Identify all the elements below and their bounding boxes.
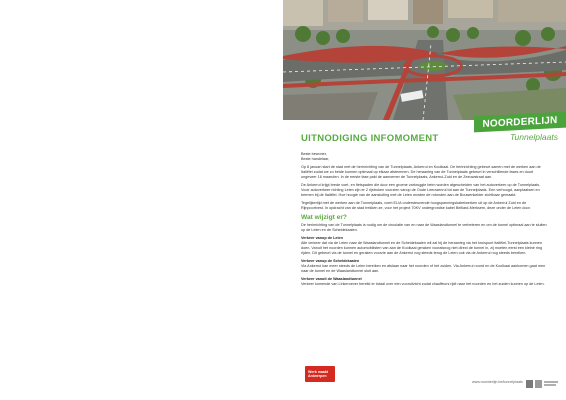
- paragraph-scheldekaaien: Via Ankerrui kan meer steeds de Leien bereiken en afslaan naar het noorden of het zuiden. Via Ankerrui noord en de Koolkaai aankomen gaat men naar de tunnel en de Waaslandtunnel sluit aan.: [301, 264, 546, 274]
- aerial-rendering-image: [283, 0, 566, 120]
- intro-paragraph: Tegelijkertijd met de werken aan de Tunnelplaats, voert ELIA ondersteunende hoogspanningskabelwerken uit op de Ankerrui Zuid en de Rijnpoortvest. In opdracht van de stad trekken ze, voor het project 70KV ondergrondse kabel Belliard-Merksem, deze onder de Leien door.: [301, 200, 531, 211]
- website-link[interactable]: www.noorderlijn.be/tunnelplaats: [472, 380, 523, 384]
- subheading-leien: Verkeer vanop de Leien: [301, 235, 343, 240]
- section-intro: De herinrichting van de Tunnelplaats is nodig om de circulatie van en naar de Waaslandtunnel te verbeteren en om de tunnel optimaal aan te sluiten op de Leien en de Scheldekaaien.: [301, 222, 547, 233]
- body-text: [301, 152, 549, 290]
- noorderlijn-brand: [474, 114, 566, 146]
- salutation-merchant: Beste handelaar,: [301, 157, 330, 162]
- brand-subtitle: Tunnelplaats: [509, 132, 558, 142]
- intro-paragraph: Op 8 januari start de stad met de herinrichting van de Tunnelplaats, Ankerrui en Koolkaai. De herinrichting gebeurt samen met de werken aan de Italiëlei zodat we zo beide kunnen optimaal op elkaar afstemmen. De heraanleg van de Tunnelplaats gebeurt in verschillende fases en duurt ongeveer 16 maanden. In de eerste fase pakt de aannemer de Tunnelplaats, Ankerrui-Zuid en de Zeeuwstraat aan.: [301, 164, 541, 180]
- badge-line-1: Werk maakt: [308, 369, 329, 374]
- badge-line-2: Antwerpen: [308, 374, 327, 378]
- section-heading: Wat wijzigt er?: [301, 213, 347, 221]
- document-title: UITNODIGING INFOMOMENT: [301, 133, 439, 144]
- sponsor-logos: [526, 376, 558, 386]
- subheading-scheldekaaien: Verkeer vanop de Scheldekaaien: [301, 258, 360, 263]
- brand-name: NOORDERLIJN: [474, 112, 566, 133]
- werk-maakt-antwerpen-logo: [305, 366, 335, 382]
- paragraph-waaslandtunnel: Verkeer komende van Linkeroever bereikt er totaal over een vooruitzicht zodat chauffeurs rijdt naar het noorden en het zuiden kunnen op de Leien.: [301, 282, 545, 287]
- subheading-waaslandtunnel: Verkeer vanuit de Waaslandtunnel: [301, 276, 362, 281]
- paragraph-leien: Alle verkeer dat via de Leien naar de Waaslandtunnel en de Scheldekaaien wil zal bij de heraanleg via het kruispunt Italiëlei-Tunnelplaats kunnen doen. Vanuit het noorden kunnen automobilisten van aan de Koolkaai geraken vooralsnog niet direct de tunnel in, zij moeten eerst een kleine ring rijden. Dit gebeurt via de tunnel en geraken voorzie aan de Ankerrui nog steeds terug de Leien ook via de Ankerrui nog steeds bereiken.: [301, 240, 543, 256]
- flyer-page: [283, 0, 566, 400]
- salutation-resident: Beste bewoner,: [301, 152, 327, 156]
- intro-paragraph: De Ankerrui krijgt brede voet- en fietspaden die door een groene varkruggle beim worden afgescheiden van het autoverkeer op de Tunnelplaats. Vooir autoverkeer richting Leien zijn er 2 rijstroken voorzien vanop de Oude Leeuwenrui tot aan de Tunnelplaats. Een verhoogd, aanplaatsen en bermen bij de Italiëlei. Hoe hoogte van de aansluiting met de Leien worden de rotonden aan de Bouwenkelder zichtbaar gemaakt.: [301, 182, 541, 198]
